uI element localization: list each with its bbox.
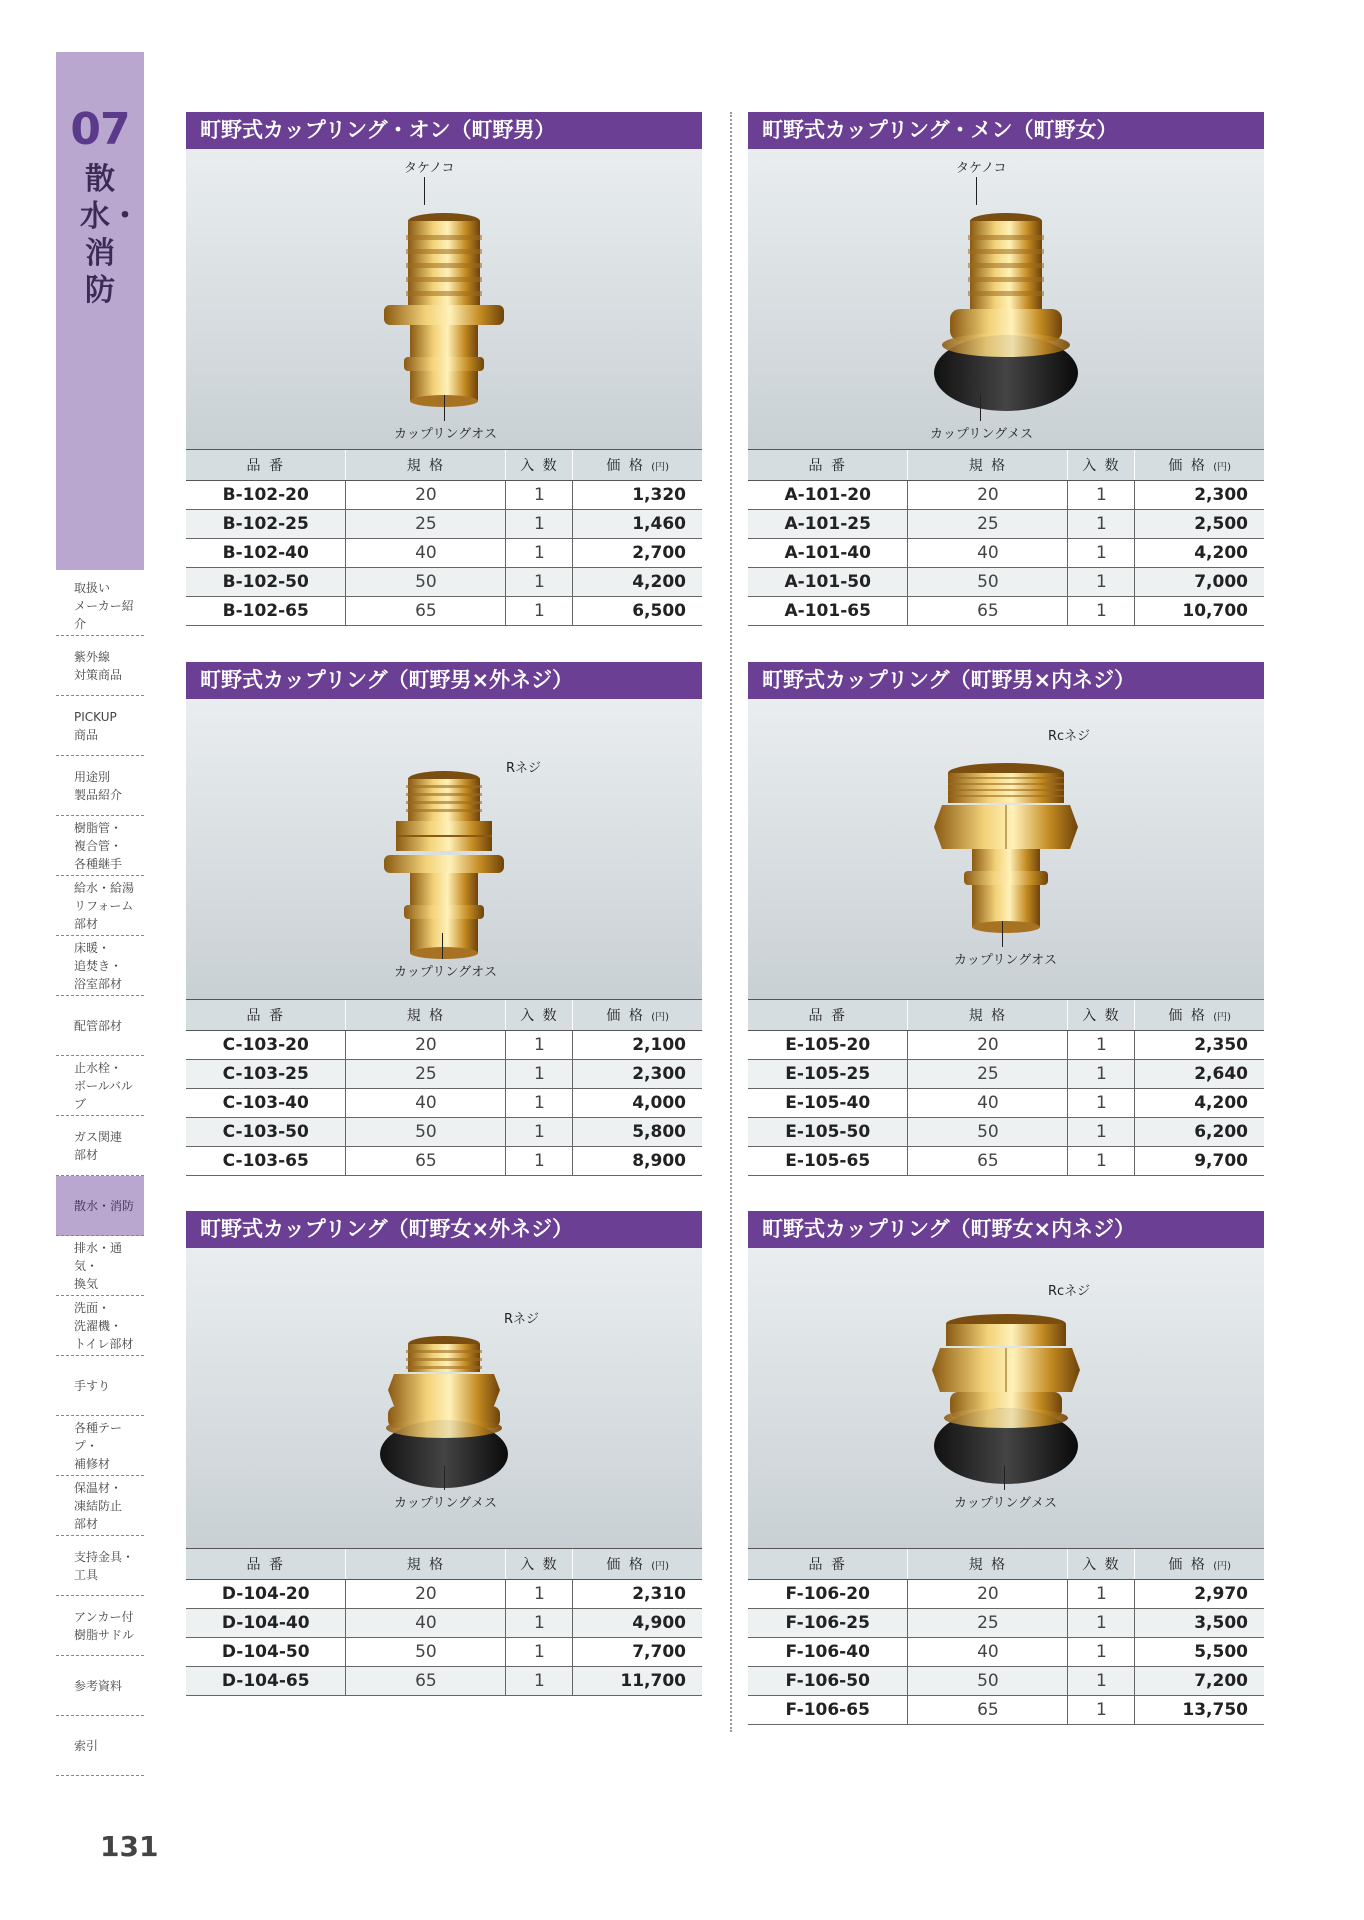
spec-value: 40 bbox=[346, 1609, 506, 1638]
price: 7,700 bbox=[573, 1638, 702, 1667]
quantity: 1 bbox=[506, 1638, 573, 1667]
nav-item[interactable]: 洗面・ 洗濯機・ トイレ部材 bbox=[56, 1296, 144, 1356]
price: 1,320 bbox=[573, 481, 702, 510]
chapter-title: 散水・消防 bbox=[80, 162, 140, 308]
callout-bottom-label: カップリングオス bbox=[394, 427, 497, 442]
nav-item[interactable]: 各種テープ・ 補修材 bbox=[56, 1416, 144, 1476]
quantity: 1 bbox=[506, 1580, 573, 1609]
quantity: 1 bbox=[1068, 1118, 1135, 1147]
price: 2,700 bbox=[573, 539, 702, 568]
table-row bbox=[748, 510, 1264, 539]
page-number: 131 bbox=[100, 1830, 159, 1863]
header-part: 品 番 bbox=[186, 1549, 346, 1580]
table-row bbox=[186, 597, 702, 626]
part-number: F-106-65 bbox=[748, 1696, 908, 1725]
table-row bbox=[748, 481, 1264, 510]
price-unit-label: (円) bbox=[651, 1561, 670, 1572]
header-qty: 入 数 bbox=[506, 1000, 573, 1031]
price: 11,700 bbox=[573, 1667, 702, 1696]
part-number: A-101-20 bbox=[748, 481, 908, 510]
callout-bottom-label: カップリングメス bbox=[930, 427, 1033, 442]
spec-value: 50 bbox=[346, 1118, 506, 1147]
callout-bottom-label: カップリングメス bbox=[394, 1496, 497, 1511]
header-part: 品 番 bbox=[186, 450, 346, 481]
part-number: D-104-40 bbox=[186, 1609, 346, 1638]
product-panel-3 bbox=[186, 662, 702, 1176]
header-qty: 入 数 bbox=[1068, 450, 1135, 481]
part-number: F-106-40 bbox=[748, 1638, 908, 1667]
spec-value: 25 bbox=[908, 1060, 1068, 1089]
fitting-image bbox=[344, 205, 544, 415]
part-number: C-103-40 bbox=[186, 1089, 346, 1118]
table-row bbox=[186, 1638, 702, 1667]
price-unit-label: (円) bbox=[1213, 1012, 1232, 1023]
callout-bottom-arrow bbox=[444, 395, 445, 421]
quantity: 1 bbox=[1068, 1638, 1135, 1667]
header-spec: 規 格 bbox=[346, 450, 506, 481]
nav-item[interactable]: 保温材・ 凍結防止 部材 bbox=[56, 1476, 144, 1536]
quantity: 1 bbox=[1068, 597, 1135, 626]
product-panel-2 bbox=[748, 112, 1264, 626]
price-unit-label: (円) bbox=[1213, 1561, 1232, 1572]
table-row bbox=[748, 1580, 1264, 1609]
price: 13,750 bbox=[1135, 1696, 1264, 1725]
price-unit-label: (円) bbox=[651, 462, 670, 473]
table-row bbox=[748, 1638, 1264, 1667]
table-row bbox=[186, 568, 702, 597]
spec-value: 25 bbox=[346, 510, 506, 539]
callout-bottom-arrow bbox=[1004, 1466, 1005, 1490]
quantity: 1 bbox=[1068, 1609, 1135, 1638]
header-spec: 規 格 bbox=[346, 1549, 506, 1580]
table-row bbox=[186, 1667, 702, 1696]
quantity: 1 bbox=[506, 568, 573, 597]
callout-bottom-arrow bbox=[444, 1466, 445, 1490]
part-number: E-105-50 bbox=[748, 1118, 908, 1147]
product-title: 町野式カップリング（町野男×外ネジ） bbox=[186, 662, 702, 699]
table-row bbox=[748, 1031, 1264, 1060]
spec-value: 25 bbox=[346, 1060, 506, 1089]
quantity: 1 bbox=[1068, 568, 1135, 597]
table-row bbox=[186, 1118, 702, 1147]
price: 2,300 bbox=[1135, 481, 1264, 510]
quantity: 1 bbox=[506, 1060, 573, 1089]
spec-value: 50 bbox=[346, 568, 506, 597]
spec-value: 65 bbox=[346, 1147, 506, 1176]
table-row bbox=[748, 1667, 1264, 1696]
price: 4,000 bbox=[573, 1089, 702, 1118]
table-row bbox=[748, 539, 1264, 568]
quantity: 1 bbox=[506, 1089, 573, 1118]
table-row bbox=[748, 597, 1264, 626]
product-panel-5 bbox=[186, 1211, 702, 1696]
quantity: 1 bbox=[1068, 510, 1135, 539]
callout-bottom-label: カップリングメス bbox=[954, 1496, 1057, 1511]
part-number: C-103-20 bbox=[186, 1031, 346, 1060]
quantity: 1 bbox=[1068, 1031, 1135, 1060]
nav-item[interactable]: 止水栓・ ボールバルブ bbox=[56, 1056, 144, 1116]
spec-value: 50 bbox=[908, 1118, 1068, 1147]
table-row bbox=[186, 1580, 702, 1609]
quantity: 1 bbox=[506, 597, 573, 626]
price: 8,900 bbox=[573, 1147, 702, 1176]
part-number: D-104-50 bbox=[186, 1638, 346, 1667]
header-spec: 規 格 bbox=[908, 450, 1068, 481]
nav-item[interactable]: 給水・給湯 リフォーム 部材 bbox=[56, 876, 144, 936]
product-panel-1 bbox=[186, 112, 702, 626]
table-row bbox=[748, 1696, 1264, 1725]
price: 2,300 bbox=[573, 1060, 702, 1089]
product-photo bbox=[748, 149, 1264, 449]
part-number: B-102-20 bbox=[186, 481, 346, 510]
price-header-label: 価 格 bbox=[606, 458, 652, 474]
table-row bbox=[748, 1609, 1264, 1638]
header-spec: 規 格 bbox=[908, 1549, 1068, 1580]
quantity: 1 bbox=[506, 481, 573, 510]
price-header-label: 価 格 bbox=[606, 1008, 652, 1024]
nav-item[interactable]: 紫外線 対策商品 bbox=[56, 636, 144, 696]
nav-item[interactable]: 用途別 製品紹介 bbox=[56, 756, 144, 816]
price: 4,900 bbox=[573, 1609, 702, 1638]
part-number: E-105-25 bbox=[748, 1060, 908, 1089]
price: 3,500 bbox=[1135, 1609, 1264, 1638]
part-number: A-101-25 bbox=[748, 510, 908, 539]
callout-top-label: Rネジ bbox=[504, 1312, 540, 1327]
price: 6,500 bbox=[573, 597, 702, 626]
header-part: 品 番 bbox=[186, 1000, 346, 1031]
product-title: 町野式カップリング・メン（町野女） bbox=[748, 112, 1264, 149]
price: 9,700 bbox=[1135, 1147, 1264, 1176]
part-number: E-105-40 bbox=[748, 1089, 908, 1118]
header-qty: 入 数 bbox=[1068, 1000, 1135, 1031]
part-number: C-103-65 bbox=[186, 1147, 346, 1176]
fitting-image bbox=[344, 763, 544, 973]
quantity: 1 bbox=[506, 539, 573, 568]
part-number: C-103-25 bbox=[186, 1060, 346, 1089]
fitting-image bbox=[906, 761, 1106, 971]
table-row bbox=[186, 1089, 702, 1118]
spec-value: 50 bbox=[346, 1638, 506, 1667]
table-row bbox=[748, 1147, 1264, 1176]
header-qty: 入 数 bbox=[506, 1549, 573, 1580]
spec-value: 50 bbox=[908, 1667, 1068, 1696]
product-panel-4 bbox=[748, 662, 1264, 1176]
nav-item[interactable]: 樹脂管・ 複合管・ 各種継手 bbox=[56, 816, 144, 876]
price-header-label: 価 格 bbox=[1168, 1557, 1214, 1573]
callout-top-arrow bbox=[976, 177, 977, 205]
part-number: B-102-25 bbox=[186, 510, 346, 539]
product-photo bbox=[748, 1248, 1264, 1548]
spec-table bbox=[748, 1548, 1264, 1725]
quantity: 1 bbox=[1068, 1147, 1135, 1176]
header-qty: 入 数 bbox=[506, 450, 573, 481]
column-divider bbox=[730, 112, 732, 1732]
header-price bbox=[573, 450, 702, 481]
callout-top-label: Rcネジ bbox=[1048, 729, 1091, 744]
spec-value: 20 bbox=[346, 1031, 506, 1060]
part-number: F-106-50 bbox=[748, 1667, 908, 1696]
chapter-tab[interactable] bbox=[56, 52, 144, 570]
product-panel-6 bbox=[748, 1211, 1264, 1725]
nav-item[interactable]: 参考資料 bbox=[56, 1656, 144, 1716]
quantity: 1 bbox=[1068, 1667, 1135, 1696]
spec-value: 65 bbox=[908, 1696, 1068, 1725]
nav-item[interactable]: 支持金具・ 工具 bbox=[56, 1536, 144, 1596]
callout-bottom-label: カップリングオス bbox=[954, 953, 1057, 968]
nav-item[interactable]: 取扱い メーカー紹介 bbox=[56, 576, 144, 636]
quantity: 1 bbox=[1068, 1060, 1135, 1089]
spec-value: 50 bbox=[908, 568, 1068, 597]
callout-top-label: Rcネジ bbox=[1048, 1284, 1091, 1299]
chapter-sidebar bbox=[56, 52, 144, 1776]
chapter-nav bbox=[56, 576, 144, 1776]
part-number: A-101-40 bbox=[748, 539, 908, 568]
nav-item[interactable]: 散水・消防 bbox=[56, 1176, 144, 1236]
part-number: B-102-50 bbox=[186, 568, 346, 597]
header-price bbox=[1135, 450, 1264, 481]
part-number: B-102-40 bbox=[186, 539, 346, 568]
spec-value: 20 bbox=[346, 1580, 506, 1609]
spec-value: 25 bbox=[908, 1609, 1068, 1638]
quantity: 1 bbox=[506, 1147, 573, 1176]
table-row bbox=[748, 1089, 1264, 1118]
price: 5,800 bbox=[573, 1118, 702, 1147]
price-header-label: 価 格 bbox=[606, 1557, 652, 1573]
chapter-number: 07 bbox=[70, 104, 130, 155]
spec-value: 65 bbox=[346, 597, 506, 626]
spec-table bbox=[186, 449, 702, 626]
part-number: D-104-65 bbox=[186, 1667, 346, 1696]
nav-item[interactable]: 床暖・ 追焚き・ 浴室部材 bbox=[56, 936, 144, 996]
table-row bbox=[186, 481, 702, 510]
header-price bbox=[1135, 1000, 1264, 1031]
table-row bbox=[186, 1147, 702, 1176]
header-qty: 入 数 bbox=[1068, 1549, 1135, 1580]
price: 5,500 bbox=[1135, 1638, 1264, 1667]
fitting-image bbox=[906, 1296, 1106, 1506]
spec-table bbox=[186, 1548, 702, 1696]
header-part: 品 番 bbox=[748, 1000, 908, 1031]
product-title: 町野式カップリング（町野女×内ネジ） bbox=[748, 1211, 1264, 1248]
callout-bottom-label: カップリングオス bbox=[394, 965, 497, 980]
price-header-label: 価 格 bbox=[1168, 1008, 1214, 1024]
header-spec: 規 格 bbox=[346, 1000, 506, 1031]
nav-item[interactable]: 排水・通気・ 換気 bbox=[56, 1236, 144, 1296]
quantity: 1 bbox=[1068, 539, 1135, 568]
product-photo bbox=[186, 149, 702, 449]
price: 1,460 bbox=[573, 510, 702, 539]
nav-item[interactable]: アンカー付 樹脂サドル bbox=[56, 1596, 144, 1656]
spec-value: 25 bbox=[908, 510, 1068, 539]
table-row bbox=[748, 568, 1264, 597]
callout-bottom-arrow bbox=[1002, 921, 1003, 947]
spec-value: 20 bbox=[908, 1580, 1068, 1609]
callout-top-arrow bbox=[424, 177, 425, 205]
table-row bbox=[748, 1060, 1264, 1089]
spec-value: 65 bbox=[346, 1667, 506, 1696]
callout-top-label: タケノコ bbox=[956, 161, 1007, 176]
nav-item[interactable]: PICKUP 商品 bbox=[56, 696, 144, 756]
header-part: 品 番 bbox=[748, 450, 908, 481]
spec-value: 40 bbox=[908, 1089, 1068, 1118]
spec-table bbox=[748, 449, 1264, 626]
spec-value: 40 bbox=[908, 539, 1068, 568]
table-row bbox=[186, 510, 702, 539]
nav-item[interactable]: 手すり bbox=[56, 1356, 144, 1416]
quantity: 1 bbox=[1068, 1580, 1135, 1609]
spec-value: 65 bbox=[908, 597, 1068, 626]
quantity: 1 bbox=[506, 1667, 573, 1696]
header-price bbox=[1135, 1549, 1264, 1580]
part-number: A-101-50 bbox=[748, 568, 908, 597]
price: 10,700 bbox=[1135, 597, 1264, 626]
table-row bbox=[186, 1060, 702, 1089]
price: 2,640 bbox=[1135, 1060, 1264, 1089]
spec-value: 20 bbox=[908, 481, 1068, 510]
fitting-image bbox=[906, 205, 1106, 415]
callout-top-label: タケノコ bbox=[404, 161, 455, 176]
spec-table bbox=[748, 999, 1264, 1176]
header-price bbox=[573, 1000, 702, 1031]
table-row bbox=[748, 1118, 1264, 1147]
callout-top-label: Rネジ bbox=[506, 761, 542, 776]
part-number: D-104-20 bbox=[186, 1580, 346, 1609]
callout-bottom-arrow bbox=[442, 933, 443, 959]
spec-value: 65 bbox=[908, 1147, 1068, 1176]
part-number: C-103-50 bbox=[186, 1118, 346, 1147]
product-photo bbox=[748, 699, 1264, 999]
part-number: F-106-25 bbox=[748, 1609, 908, 1638]
quantity: 1 bbox=[506, 1031, 573, 1060]
price-header-label: 価 格 bbox=[1168, 458, 1214, 474]
callout-bottom-arrow bbox=[980, 395, 981, 421]
nav-item[interactable]: ガス関連 部材 bbox=[56, 1116, 144, 1176]
quantity: 1 bbox=[506, 1609, 573, 1638]
quantity: 1 bbox=[1068, 481, 1135, 510]
price: 6,200 bbox=[1135, 1118, 1264, 1147]
price: 4,200 bbox=[1135, 1089, 1264, 1118]
product-title: 町野式カップリング・オン（町野男） bbox=[186, 112, 702, 149]
table-row bbox=[186, 1609, 702, 1638]
spec-table bbox=[186, 999, 702, 1176]
price: 4,200 bbox=[1135, 539, 1264, 568]
table-row bbox=[186, 539, 702, 568]
part-number: A-101-65 bbox=[748, 597, 908, 626]
header-part: 品 番 bbox=[748, 1549, 908, 1580]
nav-item[interactable]: 配管部材 bbox=[56, 996, 144, 1056]
spec-value: 40 bbox=[346, 539, 506, 568]
quantity: 1 bbox=[1068, 1696, 1135, 1725]
spec-value: 20 bbox=[908, 1031, 1068, 1060]
price: 2,310 bbox=[573, 1580, 702, 1609]
price-unit-label: (円) bbox=[1213, 462, 1232, 473]
table-row bbox=[186, 1031, 702, 1060]
price: 2,970 bbox=[1135, 1580, 1264, 1609]
part-number: B-102-65 bbox=[186, 597, 346, 626]
quantity: 1 bbox=[506, 1118, 573, 1147]
price: 7,200 bbox=[1135, 1667, 1264, 1696]
quantity: 1 bbox=[1068, 1089, 1135, 1118]
product-title: 町野式カップリング（町野男×内ネジ） bbox=[748, 662, 1264, 699]
quantity: 1 bbox=[506, 510, 573, 539]
nav-item[interactable]: 索引 bbox=[56, 1716, 144, 1776]
header-spec: 規 格 bbox=[908, 1000, 1068, 1031]
price: 7,000 bbox=[1135, 568, 1264, 597]
product-photo bbox=[186, 1248, 702, 1548]
price-unit-label: (円) bbox=[651, 1012, 670, 1023]
spec-value: 20 bbox=[346, 481, 506, 510]
part-number: F-106-20 bbox=[748, 1580, 908, 1609]
header-price bbox=[573, 1549, 702, 1580]
price: 4,200 bbox=[573, 568, 702, 597]
price: 2,100 bbox=[573, 1031, 702, 1060]
spec-value: 40 bbox=[908, 1638, 1068, 1667]
part-number: E-105-65 bbox=[748, 1147, 908, 1176]
product-photo bbox=[186, 699, 702, 999]
product-title: 町野式カップリング（町野女×外ネジ） bbox=[186, 1211, 702, 1248]
price: 2,350 bbox=[1135, 1031, 1264, 1060]
price: 2,500 bbox=[1135, 510, 1264, 539]
part-number: E-105-20 bbox=[748, 1031, 908, 1060]
spec-value: 40 bbox=[346, 1089, 506, 1118]
